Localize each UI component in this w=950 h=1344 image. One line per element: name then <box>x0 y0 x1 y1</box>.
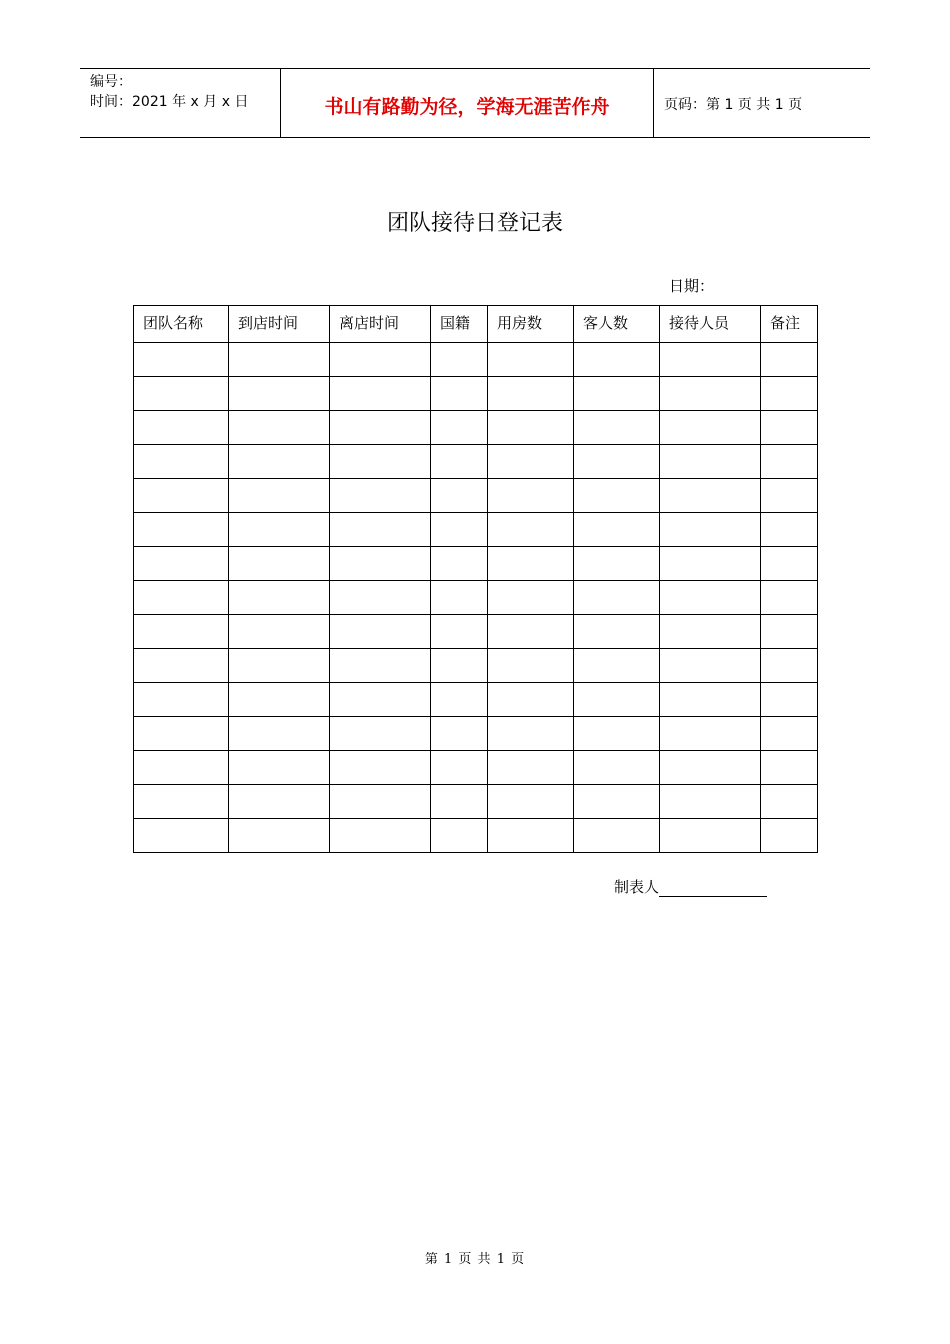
column-header: 用房数 <box>488 306 574 343</box>
table-cell[interactable] <box>431 649 488 683</box>
table-cell[interactable] <box>330 411 431 445</box>
table-cell[interactable] <box>229 581 330 615</box>
table-cell[interactable] <box>488 445 574 479</box>
table-cell[interactable] <box>761 513 818 547</box>
table-cell[interactable] <box>134 445 229 479</box>
header-info-cell <box>80 69 281 137</box>
table-cell[interactable] <box>660 751 761 785</box>
table-cell[interactable] <box>134 377 229 411</box>
table-cell[interactable] <box>761 683 818 717</box>
table-cell[interactable] <box>488 785 574 819</box>
maker-signature-line[interactable] <box>659 881 767 897</box>
table-cell[interactable] <box>229 547 330 581</box>
table-cell[interactable] <box>660 377 761 411</box>
header-page-cell <box>654 69 870 137</box>
table-cell[interactable] <box>330 751 431 785</box>
table-row <box>134 343 818 377</box>
table-cell[interactable] <box>431 445 488 479</box>
table-cell[interactable] <box>431 717 488 751</box>
table-cell[interactable] <box>574 343 660 377</box>
table-cell[interactable] <box>229 479 330 513</box>
table-cell[interactable] <box>488 377 574 411</box>
table-cell[interactable] <box>761 717 818 751</box>
serial-label: 编号： <box>90 74 132 90</box>
table-cell[interactable] <box>229 751 330 785</box>
table-cell[interactable] <box>574 615 660 649</box>
table-cell[interactable] <box>574 547 660 581</box>
table-cell[interactable] <box>134 547 229 581</box>
table-cell[interactable] <box>761 547 818 581</box>
table-cell[interactable] <box>761 479 818 513</box>
table-cell[interactable] <box>431 547 488 581</box>
table-cell[interactable] <box>488 547 574 581</box>
table-cell[interactable] <box>431 683 488 717</box>
table-cell[interactable] <box>761 649 818 683</box>
table-row <box>134 819 818 853</box>
table-cell[interactable] <box>330 819 431 853</box>
table-cell[interactable] <box>431 819 488 853</box>
table-cell[interactable] <box>134 751 229 785</box>
column-header: 团队名称 <box>134 306 229 343</box>
table-cell[interactable] <box>229 649 330 683</box>
table-body <box>134 343 818 853</box>
table-cell[interactable] <box>330 649 431 683</box>
table-cell[interactable] <box>134 717 229 751</box>
column-header: 客人数 <box>574 306 660 343</box>
table-cell[interactable] <box>574 377 660 411</box>
table-cell[interactable] <box>488 513 574 547</box>
registration-table <box>133 305 818 853</box>
table-cell[interactable] <box>134 479 229 513</box>
table-cell[interactable] <box>229 377 330 411</box>
table-row <box>134 479 818 513</box>
table-cell[interactable] <box>431 785 488 819</box>
table-cell[interactable] <box>134 683 229 717</box>
table-cell[interactable] <box>488 581 574 615</box>
maker-signature <box>614 876 767 897</box>
table-cell[interactable] <box>574 683 660 717</box>
table-row <box>134 785 818 819</box>
table-cell[interactable] <box>229 445 330 479</box>
column-header: 接待人员 <box>660 306 761 343</box>
table-cell[interactable] <box>660 819 761 853</box>
table-row <box>134 581 818 615</box>
table-cell[interactable] <box>761 411 818 445</box>
table-cell[interactable] <box>574 581 660 615</box>
table-cell[interactable] <box>330 479 431 513</box>
table-cell[interactable] <box>330 445 431 479</box>
table-cell[interactable] <box>330 377 431 411</box>
table-cell[interactable] <box>229 785 330 819</box>
table-cell[interactable] <box>660 513 761 547</box>
table-row <box>134 513 818 547</box>
table-cell[interactable] <box>660 411 761 445</box>
table-cell[interactable] <box>660 683 761 717</box>
table-cell[interactable] <box>660 649 761 683</box>
table-cell[interactable] <box>660 615 761 649</box>
table-cell[interactable] <box>134 649 229 683</box>
table-cell[interactable] <box>134 581 229 615</box>
table-cell[interactable] <box>761 819 818 853</box>
table-row <box>134 377 818 411</box>
table-cell[interactable] <box>761 343 818 377</box>
table-cell[interactable] <box>761 751 818 785</box>
table-row <box>134 615 818 649</box>
table-cell[interactable] <box>761 615 818 649</box>
table-cell[interactable] <box>660 445 761 479</box>
table-cell[interactable] <box>229 343 330 377</box>
time-label: 时间：2021 年 x 月 x 日 <box>90 94 249 110</box>
table-cell[interactable] <box>761 377 818 411</box>
table-cell[interactable] <box>330 343 431 377</box>
table-cell[interactable] <box>431 581 488 615</box>
page-code: 页码：第 1 页 共 1 页 <box>664 97 803 113</box>
table-cell[interactable] <box>134 513 229 547</box>
table-cell[interactable] <box>574 785 660 819</box>
header-motto-cell <box>281 69 654 137</box>
table-cell[interactable] <box>330 547 431 581</box>
table-cell[interactable] <box>330 513 431 547</box>
table-cell[interactable] <box>574 717 660 751</box>
table-cell[interactable] <box>431 751 488 785</box>
table-cell[interactable] <box>761 581 818 615</box>
table-cell[interactable] <box>761 445 818 479</box>
table-cell[interactable] <box>431 615 488 649</box>
column-header: 离店时间 <box>330 306 431 343</box>
table-cell[interactable] <box>330 717 431 751</box>
maker-label: 制表人 <box>614 878 660 896</box>
table-cell[interactable] <box>134 343 229 377</box>
table-row <box>134 751 818 785</box>
table-row <box>134 649 818 683</box>
table-cell[interactable] <box>431 377 488 411</box>
table-row <box>134 683 818 717</box>
table-cell[interactable] <box>431 513 488 547</box>
table-cell[interactable] <box>488 343 574 377</box>
table-cell[interactable] <box>488 819 574 853</box>
table-cell[interactable] <box>660 581 761 615</box>
table-cell[interactable] <box>761 785 818 819</box>
table-cell[interactable] <box>660 785 761 819</box>
table-cell[interactable] <box>488 717 574 751</box>
table-cell[interactable] <box>134 615 229 649</box>
table-cell[interactable] <box>574 479 660 513</box>
table-cell[interactable] <box>229 615 330 649</box>
table-cell[interactable] <box>574 819 660 853</box>
table-cell[interactable] <box>431 343 488 377</box>
page-footer: 第 1 页 共 1 页 <box>424 1252 526 1267</box>
table-cell[interactable] <box>574 513 660 547</box>
table-cell[interactable] <box>330 615 431 649</box>
table-cell[interactable] <box>574 445 660 479</box>
table-cell[interactable] <box>660 343 761 377</box>
table-cell[interactable] <box>229 513 330 547</box>
table-cell[interactable] <box>134 819 229 853</box>
table-cell[interactable] <box>574 411 660 445</box>
table-cell[interactable] <box>660 717 761 751</box>
table-row <box>134 445 818 479</box>
table-header-row <box>134 306 818 343</box>
table-cell[interactable] <box>574 751 660 785</box>
column-header: 到店时间 <box>229 306 330 343</box>
column-header: 国籍 <box>431 306 488 343</box>
table-cell[interactable] <box>229 717 330 751</box>
date-label: 日期： <box>669 277 715 295</box>
table-cell[interactable] <box>134 785 229 819</box>
table-cell[interactable] <box>660 479 761 513</box>
table-cell[interactable] <box>660 547 761 581</box>
page-title: 团队接待日登记表 <box>386 211 563 236</box>
table-row <box>134 411 818 445</box>
table-cell[interactable] <box>488 683 574 717</box>
table-cell[interactable] <box>229 819 330 853</box>
table-cell[interactable] <box>488 615 574 649</box>
table-cell[interactable] <box>488 751 574 785</box>
table-cell[interactable] <box>431 479 488 513</box>
table-cell[interactable] <box>330 785 431 819</box>
table-cell[interactable] <box>134 411 229 445</box>
table-cell[interactable] <box>431 411 488 445</box>
table-cell[interactable] <box>330 581 431 615</box>
table-cell[interactable] <box>330 683 431 717</box>
document-header <box>80 68 870 138</box>
table-cell[interactable] <box>574 649 660 683</box>
table-cell[interactable] <box>229 683 330 717</box>
table-cell[interactable] <box>488 411 574 445</box>
motto-text: 书山有路勤为径，学海无涯苦作舟 <box>324 96 610 118</box>
table-row <box>134 717 818 751</box>
table-cell[interactable] <box>488 479 574 513</box>
table-cell[interactable] <box>229 411 330 445</box>
table-row <box>134 547 818 581</box>
table-cell[interactable] <box>488 649 574 683</box>
column-header: 备注 <box>761 306 818 343</box>
